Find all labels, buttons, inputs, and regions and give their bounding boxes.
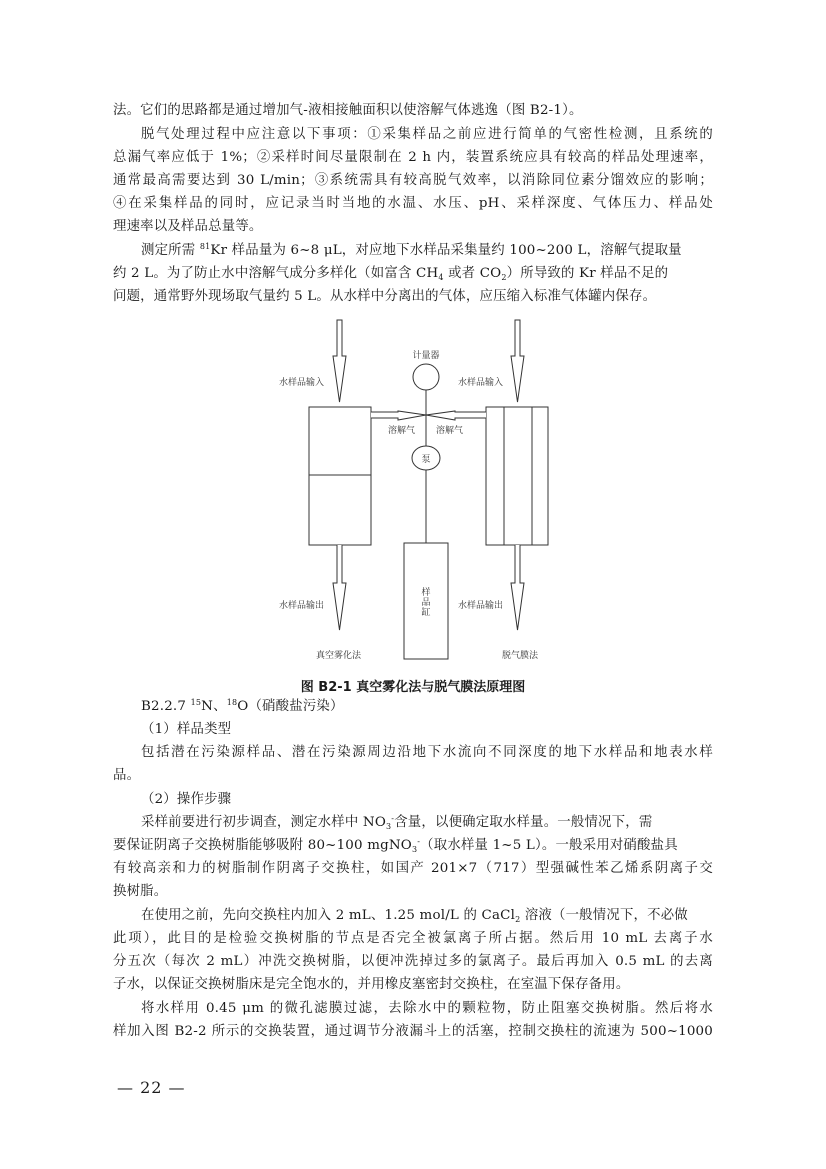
paragraph-line: 脱气处理过程中应注意以下事项：①采集样品之前应进行简单的气密性检测，且系统的	[141, 127, 713, 142]
text-run: 要保证阴离子交换树脂能够吸附 80~100 mgNO	[113, 838, 412, 853]
superscript: 15	[190, 698, 202, 707]
text-run: 或者 CO	[443, 266, 502, 281]
paragraph-line: 包括潜在污染源样品、潜在污染源周边沿地下水流向不同深度的地下水样品和地表水样	[141, 745, 713, 760]
superscript: -	[417, 837, 421, 846]
text-run: 在使用之前，先向交换柱内加入 2 mL、1.25 mol/L 的 CaCl	[141, 908, 516, 923]
tank-label-3: 缸	[421, 608, 431, 618]
figure-caption: 图 B2-1 真空雾化法与脱气膜法原理图	[300, 680, 526, 695]
pump-label: 泵	[421, 455, 431, 465]
right-method-label: 脱气膜法	[502, 651, 539, 661]
left-gas-pipe	[371, 411, 426, 420]
paragraph-line: 问题，通常野外现场取气量约 5 L。从水样中分离出的气体，应压缩入标准气体罐内保存。	[113, 289, 657, 304]
paragraph-line: 有较高亲和力的树脂制作阴离子交换柱，如国产 201×7（717）型强碱性苯乙烯系阴离子交	[113, 861, 713, 876]
paragraph-line: 将水样用 0.45 μm 的微孔滤膜过滤，去除水中的颗粒物，防止阻塞交换树脂。然后将水	[141, 1001, 713, 1016]
text-run: Kr 样品量为 6~8 μL，对应地下水样品采集量约 100~200 L，溶解气提取量	[210, 243, 682, 258]
superscript: -	[391, 814, 395, 823]
meter-label: 计量器	[412, 351, 440, 361]
right-input-label: 水样品输入	[458, 378, 504, 388]
text-run: （取水样量 1~5 L）。一般采用对硝酸盐具	[420, 838, 678, 853]
subheading: （2）操作步骤	[141, 792, 232, 807]
paragraph-line	[141, 908, 713, 924]
paragraph-line: 通常最高需要达到 30 L/min；③系统需具有较高脱气效率，以消除同位素分馏效应的影响；	[113, 173, 713, 188]
left-output-arrow	[333, 545, 346, 630]
text-run: 测定所需	[141, 243, 200, 258]
text-run: 采样前要进行初步调查，测定水样中 NO	[141, 815, 386, 830]
tank-label-1: 样	[421, 588, 431, 598]
subscript: 3	[411, 845, 418, 854]
paragraph-line: 总漏气率应低于 1%；②采样时间尽量限制在 2 h 内，装置系统应具有较高的样品处理速率，	[113, 150, 713, 165]
text-run: O（硝酸盐污染）	[237, 699, 344, 714]
paragraph-line: 理速率以及样品总量等。	[113, 219, 263, 234]
right-gas-label: 溶解气	[436, 426, 464, 436]
paragraph-line	[141, 815, 713, 831]
right-gas-pipe	[426, 411, 486, 420]
right-input-arrow	[511, 320, 524, 402]
vacuum-chamber	[309, 407, 371, 545]
subscript: 3	[386, 822, 392, 831]
tank-label-2: 品	[421, 598, 431, 608]
paragraph-line: 品。	[113, 768, 141, 783]
subscript: 2	[501, 273, 507, 282]
left-input-label: 水样品输入	[279, 378, 325, 388]
paragraph-line	[113, 838, 713, 854]
paragraph-line: 样加入图 B2-2 所示的交换装置，通过调节分液漏斗上的活塞，控制交换柱的流速为 500~1000	[113, 1024, 713, 1039]
left-output-label: 水样品输出	[279, 601, 325, 611]
meter-circle	[413, 364, 439, 390]
subheading: （1）样品类型	[141, 722, 232, 737]
page-number: — 22 —	[117, 1078, 186, 1097]
superscript: 81	[199, 242, 211, 251]
paragraph-line: 分五次（每次 2 mL）冲洗交换树脂，以便冲洗掉过多的氯离子。最后再加入 0.5 mL 的去离	[113, 954, 713, 969]
superscript: 18	[226, 698, 238, 707]
subscript: 2	[515, 915, 521, 924]
membrane-module	[486, 407, 548, 545]
subscript: 4	[438, 273, 444, 282]
text-run: 含量，以便确定取水样量。一般情况下，需	[394, 815, 653, 830]
paragraph-line: 子水，以保证交换树脂床是完全饱水的，并用橡皮塞密封交换柱，在室温下保存备用。	[113, 977, 630, 992]
left-gas-label: 溶解气	[388, 426, 416, 436]
section-heading	[141, 699, 741, 715]
paragraph-line: 此项），此目的是检验交换树脂的节点是否完全被氯离子所占据。然后用 10 mL 去离子水	[113, 931, 713, 946]
left-method-label: 真空雾化法	[316, 651, 362, 661]
text-run: ）所导致的 Kr 样品不足的	[506, 266, 669, 281]
text-run: B2.2.7	[141, 699, 191, 714]
right-output-arrow	[511, 545, 524, 630]
paragraph-line: 换树脂。	[113, 884, 168, 899]
paragraph-line: 法。它们的思路都是通过增加气-液相接触面积以使溶解气体逃逸（图 B2-1）。	[113, 103, 583, 118]
paragraph-line: ④在采集样品的同时，应记录当时当地的水温、水压、pH、采样深度、气体压力、样品处	[113, 196, 713, 211]
left-input-arrow	[333, 320, 346, 402]
right-output-label: 水样品输出	[458, 601, 504, 611]
text-run: 溶液（一般情况下，不必做	[520, 908, 688, 923]
text-run: N、	[201, 699, 227, 714]
text-run: 约 2 L。为了防止水中溶解气成分多样化（如富含 CH	[113, 266, 439, 281]
